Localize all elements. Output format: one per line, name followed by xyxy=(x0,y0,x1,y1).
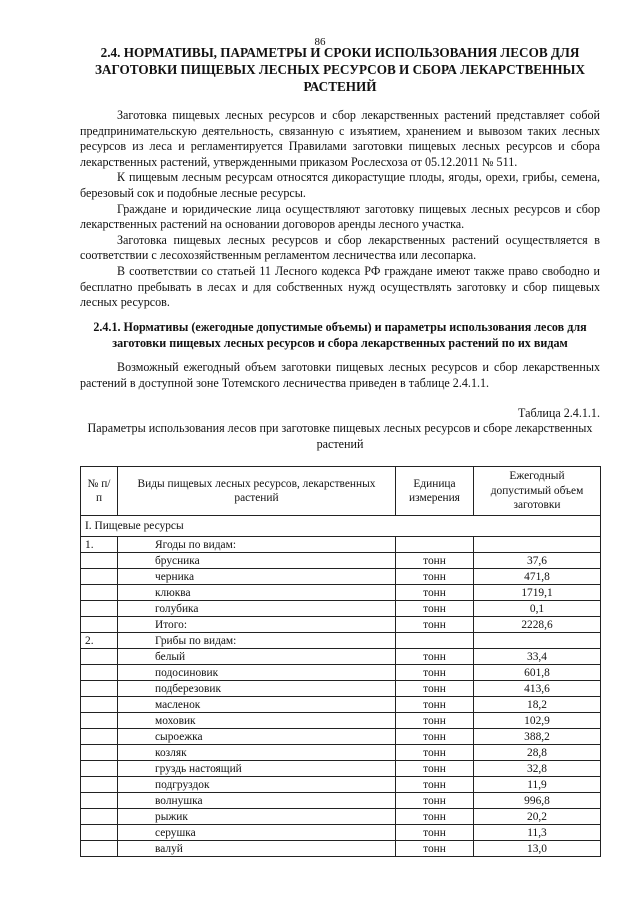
row-num xyxy=(81,745,118,761)
row-value: 413,6 xyxy=(474,681,601,697)
table-row xyxy=(81,569,601,585)
row-unit: тонн xyxy=(396,601,474,617)
row-num xyxy=(81,809,118,825)
row-value: 0,1 xyxy=(474,601,601,617)
row-num xyxy=(81,793,118,809)
table-row xyxy=(81,825,601,841)
table-row xyxy=(81,585,601,601)
row-num xyxy=(81,777,118,793)
row-value: 11,9 xyxy=(474,777,601,793)
header-name: Виды пищевых лесных ресурсов, лекарственных растений xyxy=(118,467,396,516)
row-value: 601,8 xyxy=(474,665,601,681)
row-num xyxy=(81,553,118,569)
row-value: 471,8 xyxy=(474,569,601,585)
row-name: масленок xyxy=(118,697,396,713)
row-unit: тонн xyxy=(396,649,474,665)
row-num xyxy=(81,601,118,617)
row-num: 2. xyxy=(81,633,118,649)
table-row xyxy=(81,841,601,857)
row-value: 1719,1 xyxy=(474,585,601,601)
row-unit: тонн xyxy=(396,777,474,793)
table-header-row xyxy=(81,467,601,516)
row-num xyxy=(81,697,118,713)
table-row xyxy=(81,537,601,553)
row-num xyxy=(81,649,118,665)
row-unit: тонн xyxy=(396,809,474,825)
row-name: козляк xyxy=(118,745,396,761)
row-num xyxy=(81,617,118,633)
row-unit: тонн xyxy=(396,665,474,681)
paragraph: Граждане и юридические лица осуществляют заготовку пищевых лесных ресурсов и сбор лекарственных растений на основании договоров аренды лесного участка. xyxy=(80,201,600,232)
table-row xyxy=(81,697,601,713)
row-unit: тонн xyxy=(396,569,474,585)
row-value: 2228,6 xyxy=(474,617,601,633)
table-row xyxy=(81,553,601,569)
row-num xyxy=(81,729,118,745)
row-value: 13,0 xyxy=(474,841,601,857)
header-unit: Единица измерения xyxy=(396,467,474,516)
row-name: брусника xyxy=(118,553,396,569)
row-unit: тонн xyxy=(396,713,474,729)
table-row xyxy=(81,729,601,745)
row-unit: тонн xyxy=(396,841,474,857)
row-name: сыроежка xyxy=(118,729,396,745)
row-unit: тонн xyxy=(396,681,474,697)
row-name: серушка xyxy=(118,825,396,841)
row-value: 102,9 xyxy=(474,713,601,729)
row-num xyxy=(81,761,118,777)
row-name: голубика xyxy=(118,601,396,617)
table-row xyxy=(81,681,601,697)
row-value xyxy=(474,633,601,649)
row-name: черника xyxy=(118,569,396,585)
row-value: 388,2 xyxy=(474,729,601,745)
table-row xyxy=(81,633,601,649)
resources-table xyxy=(80,466,601,857)
row-name: валуй xyxy=(118,841,396,857)
row-num xyxy=(81,841,118,857)
row-num xyxy=(81,713,118,729)
header-num: № п/п xyxy=(81,467,118,516)
row-value: 37,6 xyxy=(474,553,601,569)
paragraph: В соответствии со статьей 11 Лесного кодекса РФ граждане имеют также право свободно и бесплатно пребывать в лесах и для собственных нужд осуществлять заготовку и сбор пищевых лесных ресурсов. xyxy=(80,263,600,310)
section-label: I. Пищевые ресурсы xyxy=(81,516,601,537)
row-value: 996,8 xyxy=(474,793,601,809)
row-unit: тонн xyxy=(396,729,474,745)
row-unit: тонн xyxy=(396,825,474,841)
row-name: Грибы по видам: xyxy=(118,633,396,649)
row-name: моховик xyxy=(118,713,396,729)
row-name: волнушка xyxy=(118,793,396,809)
table-row xyxy=(81,745,601,761)
row-name: клюква xyxy=(118,585,396,601)
row-name: груздь настоящий xyxy=(118,761,396,777)
row-unit: тонн xyxy=(396,585,474,601)
row-unit: тонн xyxy=(396,553,474,569)
paragraph: Возможный ежегодный объем заготовки пищевых лесных ресурсов и сбор лекарственных растений в доступной зоне Тотемского лесничества приведен в таблице 2.4.1.1. xyxy=(80,360,600,390)
row-name: Ягоды по видам: xyxy=(118,537,396,553)
row-value: 33,4 xyxy=(474,649,601,665)
row-value: 18,2 xyxy=(474,697,601,713)
table-row xyxy=(81,601,601,617)
row-unit: тонн xyxy=(396,745,474,761)
subsection-title: 2.4.1. Нормативы (ежегодные допустимые объемы) и параметры использования лесов для заготовки пищевых лесных ресурсов и сбора лекарственных растений по их видам xyxy=(93,320,587,350)
row-num xyxy=(81,825,118,841)
table-row xyxy=(81,617,601,633)
page-number: 86 xyxy=(314,36,326,48)
row-unit: тонн xyxy=(396,617,474,633)
row-value: 32,8 xyxy=(474,761,601,777)
row-unit xyxy=(396,633,474,649)
row-num xyxy=(81,585,118,601)
row-unit: тонн xyxy=(396,761,474,777)
row-value: 11,3 xyxy=(474,825,601,841)
row-value: 28,8 xyxy=(474,745,601,761)
subsection-text xyxy=(80,360,600,391)
paragraph: Заготовка пищевых лесных ресурсов и сбор лекарственных растений представляет собой предпринимательскую деятельность, связанную с изъятием, хранением и вывозом таких лесных ресурсов из леса и регламентируется Правилами заготовки пищевых лесных ресурсов и сбора лекарственных растений, утвержденными приказом Рослесхоза от 05.12.2011 № 511. xyxy=(80,108,600,169)
section-title: 2.4. НОРМАТИВЫ, ПАРАМЕТРЫ И СРОКИ ИСПОЛЬЗОВАНИЯ ЛЕСОВ ДЛЯ ЗАГОТОВКИ ПИЩЕВЫХ ЛЕСНЫХ РЕСУРСОВ И СБОРА ЛЕКАРСТВЕННЫХ РАСТЕНИЙ xyxy=(94,45,586,94)
row-name: рыжик xyxy=(118,809,396,825)
table-row xyxy=(81,649,601,665)
row-num xyxy=(81,569,118,585)
intro-text xyxy=(80,108,600,311)
header-volume: Ежегодный допустимый объем заготовки xyxy=(474,467,601,516)
table-row xyxy=(81,713,601,729)
row-name: белый xyxy=(118,649,396,665)
table-section-row xyxy=(81,516,601,537)
row-num xyxy=(81,681,118,697)
table-row xyxy=(81,761,601,777)
table-caption: Параметры использования лесов при заготовке пищевых лесных ресурсов и сборе лекарственных растений xyxy=(87,421,593,451)
row-name: подгруздок xyxy=(118,777,396,793)
row-value xyxy=(474,537,601,553)
row-num: 1. xyxy=(81,537,118,553)
row-value: 20,2 xyxy=(474,809,601,825)
row-unit xyxy=(396,537,474,553)
table-row xyxy=(81,665,601,681)
paragraph: К пищевым лесным ресурсам относятся дикорастущие плоды, ягоды, орехи, грибы, семена, березовый сок и подобные лесные ресурсы. xyxy=(80,170,600,200)
table-row xyxy=(81,777,601,793)
row-num xyxy=(81,665,118,681)
paragraph: Заготовка пищевых лесных ресурсов и сбор лекарственных растений осуществляется в соответствии с лесохозяйственным регламентом лесничества или лесопарка. xyxy=(80,232,600,263)
table-row xyxy=(81,809,601,825)
row-name: подосиновик xyxy=(118,665,396,681)
row-unit: тонн xyxy=(396,697,474,713)
table-number: Таблица 2.4.1.1. xyxy=(518,406,600,420)
row-name: Итого: xyxy=(118,617,396,633)
table-row xyxy=(81,793,601,809)
row-unit: тонн xyxy=(396,793,474,809)
row-name: подберезовик xyxy=(118,681,396,697)
